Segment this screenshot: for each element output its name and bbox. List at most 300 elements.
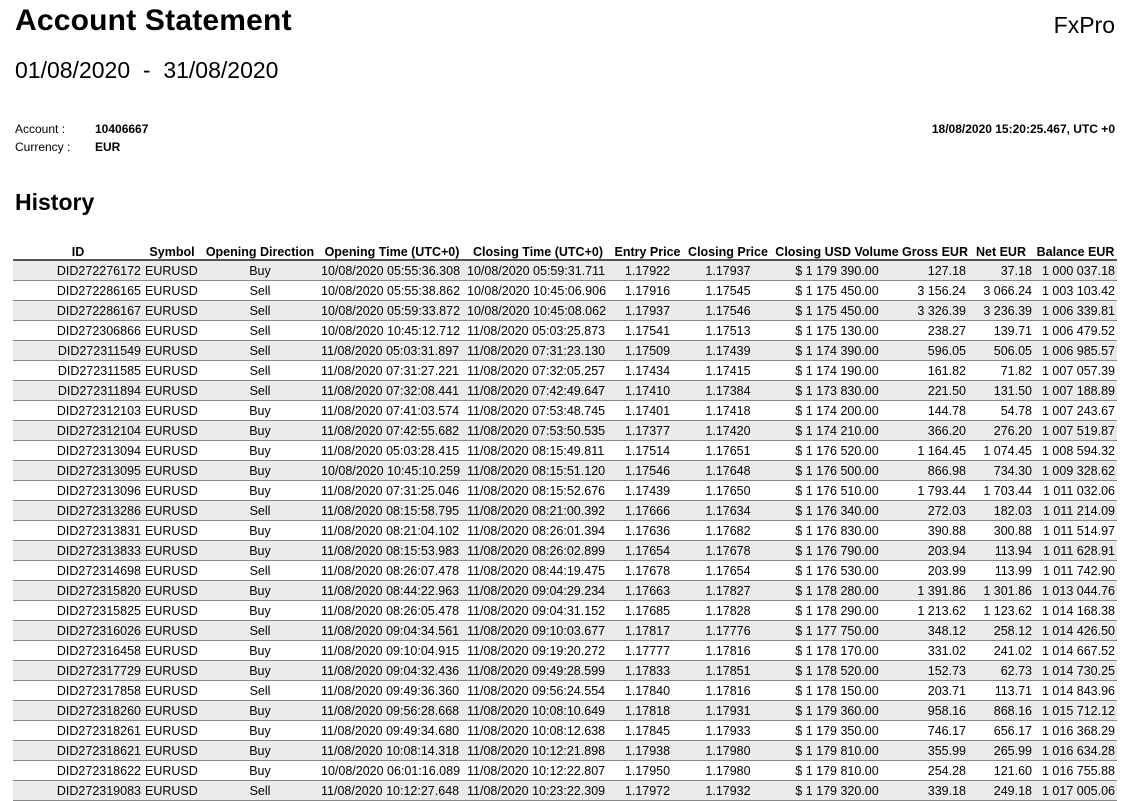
col-gross-eur: Gross EUR	[902, 241, 968, 260]
cell-id: DID272313095	[13, 461, 143, 481]
cell-closing-time: 11/08/2020 09:56:24.554	[465, 681, 611, 701]
cell-closing-price: 1.17648	[684, 461, 772, 481]
cell-opening-time: 11/08/2020 08:26:05.478	[319, 601, 465, 621]
table-row	[13, 641, 1117, 661]
cell-entry-price: 1.17654	[611, 541, 684, 561]
cell-entry-price: 1.17439	[611, 481, 684, 501]
cell-entry-price: 1.17972	[611, 781, 684, 801]
table-row	[13, 601, 1117, 621]
table-row	[13, 501, 1117, 521]
cell-symbol: EURUSD	[143, 601, 201, 621]
cell-net: 121.60	[968, 761, 1034, 781]
cell-symbol: EURUSD	[143, 661, 201, 681]
table-row	[13, 281, 1117, 301]
cell-closing-price: 1.17937	[684, 260, 772, 281]
cell-entry-price: 1.17546	[611, 461, 684, 481]
cell-symbol: EURUSD	[143, 301, 201, 321]
cell-net: 71.82	[968, 361, 1034, 381]
cell-closing-volume: $ 1 178 520.00	[772, 661, 902, 681]
cell-symbol: EURUSD	[143, 461, 201, 481]
cell-closing-volume: $ 1 174 200.00	[772, 401, 902, 421]
cell-direction: Sell	[201, 341, 319, 361]
cell-closing-time: 11/08/2020 08:26:01.394	[465, 521, 611, 541]
cell-gross: 152.73	[902, 661, 968, 681]
cell-direction: Buy	[201, 581, 319, 601]
cell-gross: 355.99	[902, 741, 968, 761]
cell-balance: 1 011 628.91	[1034, 541, 1117, 561]
cell-symbol: EURUSD	[143, 401, 201, 421]
account-label: Account :	[15, 122, 66, 136]
cell-net: 113.99	[968, 561, 1034, 581]
cell-entry-price: 1.17636	[611, 521, 684, 541]
cell-net: 37.18	[968, 260, 1034, 281]
cell-id: DID272286167	[13, 301, 143, 321]
cell-gross: 203.71	[902, 681, 968, 701]
cell-direction: Buy	[201, 401, 319, 421]
cell-symbol: EURUSD	[143, 281, 201, 301]
cell-closing-price: 1.17682	[684, 521, 772, 541]
cell-symbol: EURUSD	[143, 641, 201, 661]
cell-direction: Buy	[201, 521, 319, 541]
cell-id: DID272318622	[13, 761, 143, 781]
cell-entry-price: 1.17663	[611, 581, 684, 601]
cell-direction: Buy	[201, 701, 319, 721]
cell-symbol: EURUSD	[143, 681, 201, 701]
cell-symbol: EURUSD	[143, 501, 201, 521]
cell-balance: 1 015 712.12	[1034, 701, 1117, 721]
table-row	[13, 681, 1117, 701]
cell-closing-volume: $ 1 178 150.00	[772, 681, 902, 701]
cell-closing-price: 1.17678	[684, 541, 772, 561]
cell-symbol: EURUSD	[143, 381, 201, 401]
cell-symbol: EURUSD	[143, 781, 201, 801]
cell-balance: 1 006 985.57	[1034, 341, 1117, 361]
cell-closing-price: 1.17420	[684, 421, 772, 441]
cell-direction: Buy	[201, 761, 319, 781]
cell-balance: 1 006 479.52	[1034, 321, 1117, 341]
cell-id: DID272318261	[13, 721, 143, 741]
cell-gross: 958.16	[902, 701, 968, 721]
cell-entry-price: 1.17678	[611, 561, 684, 581]
currency-value: EUR	[95, 140, 121, 154]
table-row	[13, 461, 1117, 481]
cell-balance: 1 007 243.67	[1034, 401, 1117, 421]
cell-net: 734.30	[968, 461, 1034, 481]
cell-opening-time: 10/08/2020 05:55:36.308	[319, 260, 465, 281]
cell-closing-price: 1.17545	[684, 281, 772, 301]
cell-gross: 746.17	[902, 721, 968, 741]
cell-closing-price: 1.17980	[684, 761, 772, 781]
cell-direction: Buy	[201, 601, 319, 621]
cell-opening-time: 11/08/2020 05:03:31.897	[319, 341, 465, 361]
cell-entry-price: 1.17817	[611, 621, 684, 641]
cell-closing-time: 11/08/2020 09:19:20.272	[465, 641, 611, 661]
table-row	[13, 361, 1117, 381]
table-row	[13, 721, 1117, 741]
cell-net: 276.20	[968, 421, 1034, 441]
cell-symbol: EURUSD	[143, 521, 201, 541]
cell-entry-price: 1.17938	[611, 741, 684, 761]
cell-balance: 1 016 634.28	[1034, 741, 1117, 761]
cell-direction: Buy	[201, 260, 319, 281]
cell-entry-price: 1.17950	[611, 761, 684, 781]
cell-opening-time: 10/08/2020 10:45:12.712	[319, 321, 465, 341]
cell-closing-volume: $ 1 179 390.00	[772, 260, 902, 281]
table-row	[13, 621, 1117, 641]
cell-closing-volume: $ 1 176 510.00	[772, 481, 902, 501]
col-symbol: Symbol	[143, 241, 201, 260]
cell-closing-price: 1.17654	[684, 561, 772, 581]
cell-closing-time: 11/08/2020 05:03:25.873	[465, 321, 611, 341]
table-row	[13, 301, 1117, 321]
cell-id: DID272316458	[13, 641, 143, 661]
cell-entry-price: 1.17410	[611, 381, 684, 401]
cell-opening-time: 10/08/2020 05:55:38.862	[319, 281, 465, 301]
brand-logo-text: FxPro	[1053, 12, 1115, 38]
table-row	[13, 321, 1117, 341]
cell-id: DID272311585	[13, 361, 143, 381]
cell-closing-time: 11/08/2020 10:12:21.898	[465, 741, 611, 761]
cell-closing-time: 11/08/2020 09:49:28.599	[465, 661, 611, 681]
cell-id: DID272313831	[13, 521, 143, 541]
cell-opening-time: 11/08/2020 08:15:58.795	[319, 501, 465, 521]
cell-net: 1 123.62	[968, 601, 1034, 621]
table-row	[13, 701, 1117, 721]
cell-symbol: EURUSD	[143, 581, 201, 601]
cell-net: 113.94	[968, 541, 1034, 561]
cell-closing-price: 1.17980	[684, 741, 772, 761]
currency-label: Currency :	[15, 140, 71, 154]
cell-closing-time: 11/08/2020 10:12:22.807	[465, 761, 611, 781]
cell-opening-time: 11/08/2020 07:31:25.046	[319, 481, 465, 501]
cell-opening-time: 11/08/2020 09:56:28.668	[319, 701, 465, 721]
cell-closing-volume: $ 1 178 280.00	[772, 581, 902, 601]
cell-opening-time: 11/08/2020 10:12:27.648	[319, 781, 465, 801]
cell-entry-price: 1.17840	[611, 681, 684, 701]
cell-closing-time: 11/08/2020 10:08:10.649	[465, 701, 611, 721]
account-row	[15, 120, 148, 138]
cell-closing-price: 1.17415	[684, 361, 772, 381]
cell-gross: 1 164.45	[902, 441, 968, 461]
table-row	[13, 341, 1117, 361]
cell-closing-volume: $ 1 179 360.00	[772, 701, 902, 721]
cell-gross: 221.50	[902, 381, 968, 401]
cell-closing-volume: $ 1 176 340.00	[772, 501, 902, 521]
cell-gross: 1 391.86	[902, 581, 968, 601]
cell-closing-volume: $ 1 179 350.00	[772, 721, 902, 741]
cell-id: DID272312103	[13, 401, 143, 421]
cell-direction: Buy	[201, 541, 319, 561]
cell-gross: 254.28	[902, 761, 968, 781]
cell-symbol: EURUSD	[143, 441, 201, 461]
cell-net: 506.05	[968, 341, 1034, 361]
cell-closing-time: 10/08/2020 05:59:31.711	[465, 260, 611, 281]
table-row	[13, 521, 1117, 541]
cell-net: 131.50	[968, 381, 1034, 401]
cell-symbol: EURUSD	[143, 701, 201, 721]
col-opening-direction: Opening Direction	[201, 241, 319, 260]
cell-symbol: EURUSD	[143, 741, 201, 761]
cell-closing-time: 10/08/2020 10:45:08.062	[465, 301, 611, 321]
cell-entry-price: 1.17541	[611, 321, 684, 341]
cell-id: DID272318260	[13, 701, 143, 721]
table-row	[13, 381, 1117, 401]
cell-closing-price: 1.17634	[684, 501, 772, 521]
cell-net: 3 066.24	[968, 281, 1034, 301]
cell-closing-price: 1.17828	[684, 601, 772, 621]
cell-closing-price: 1.17827	[684, 581, 772, 601]
cell-gross: 366.20	[902, 421, 968, 441]
cell-opening-time: 11/08/2020 05:03:28.415	[319, 441, 465, 461]
cell-opening-time: 10/08/2020 10:45:10.259	[319, 461, 465, 481]
col-closing-usd-volume: Closing USD Volume	[772, 241, 902, 260]
cell-entry-price: 1.17922	[611, 260, 684, 281]
cell-gross: 203.99	[902, 561, 968, 581]
generated-timestamp: 18/08/2020 15:20:25.467, UTC +0	[931, 122, 1115, 136]
cell-closing-volume: $ 1 177 750.00	[772, 621, 902, 641]
cell-closing-time: 11/08/2020 08:15:51.120	[465, 461, 611, 481]
cell-id: DID272318621	[13, 741, 143, 761]
cell-gross: 866.98	[902, 461, 968, 481]
cell-closing-time: 11/08/2020 10:08:12.638	[465, 721, 611, 741]
cell-closing-price: 1.17651	[684, 441, 772, 461]
cell-closing-price: 1.17933	[684, 721, 772, 741]
cell-entry-price: 1.17818	[611, 701, 684, 721]
col-opening-time: Opening Time (UTC+0)	[319, 241, 465, 260]
cell-symbol: EURUSD	[143, 341, 201, 361]
table-row	[13, 581, 1117, 601]
cell-closing-price: 1.17931	[684, 701, 772, 721]
cell-symbol: EURUSD	[143, 321, 201, 341]
cell-closing-price: 1.17439	[684, 341, 772, 361]
cell-symbol: EURUSD	[143, 260, 201, 281]
cell-gross: 1 793.44	[902, 481, 968, 501]
history-table	[13, 241, 1117, 801]
cell-symbol: EURUSD	[143, 761, 201, 781]
table-row	[13, 260, 1117, 281]
table-row	[13, 541, 1117, 561]
cell-direction: Buy	[201, 641, 319, 661]
cell-id: DID272313094	[13, 441, 143, 461]
cell-net: 3 236.39	[968, 301, 1034, 321]
table-row	[13, 661, 1117, 681]
cell-closing-volume: $ 1 179 810.00	[772, 741, 902, 761]
cell-gross: 390.88	[902, 521, 968, 541]
cell-direction: Sell	[201, 501, 319, 521]
cell-closing-time: 11/08/2020 07:42:49.647	[465, 381, 611, 401]
cell-balance: 1 007 057.39	[1034, 361, 1117, 381]
cell-closing-volume: $ 1 175 450.00	[772, 301, 902, 321]
account-value: 10406667	[95, 122, 149, 136]
cell-closing-price: 1.17816	[684, 681, 772, 701]
cell-entry-price: 1.17377	[611, 421, 684, 441]
cell-gross: 3 156.24	[902, 281, 968, 301]
cell-net: 241.02	[968, 641, 1034, 661]
cell-balance: 1 014 843.96	[1034, 681, 1117, 701]
cell-id: DID272311894	[13, 381, 143, 401]
cell-id: DID272315825	[13, 601, 143, 621]
cell-gross: 144.78	[902, 401, 968, 421]
cell-direction: Sell	[201, 381, 319, 401]
cell-gross: 238.27	[902, 321, 968, 341]
cell-closing-time: 11/08/2020 09:04:29.234	[465, 581, 611, 601]
cell-opening-time: 11/08/2020 09:49:36.360	[319, 681, 465, 701]
cell-net: 1 074.45	[968, 441, 1034, 461]
cell-closing-volume: $ 1 176 530.00	[772, 561, 902, 581]
cell-id: DID272317729	[13, 661, 143, 681]
cell-closing-price: 1.17776	[684, 621, 772, 641]
cell-net: 300.88	[968, 521, 1034, 541]
cell-id: DID272311549	[13, 341, 143, 361]
cell-direction: Sell	[201, 681, 319, 701]
cell-id: DID272313833	[13, 541, 143, 561]
cell-entry-price: 1.17434	[611, 361, 684, 381]
cell-closing-price: 1.17418	[684, 401, 772, 421]
cell-closing-volume: $ 1 176 500.00	[772, 461, 902, 481]
cell-id: DID272314698	[13, 561, 143, 581]
cell-closing-volume: $ 1 178 170.00	[772, 641, 902, 661]
table-row	[13, 741, 1117, 761]
cell-balance: 1 009 328.62	[1034, 461, 1117, 481]
cell-gross: 272.03	[902, 501, 968, 521]
cell-entry-price: 1.17916	[611, 281, 684, 301]
cell-direction: Sell	[201, 361, 319, 381]
cell-direction: Sell	[201, 281, 319, 301]
cell-closing-volume: $ 1 176 520.00	[772, 441, 902, 461]
cell-opening-time: 11/08/2020 09:04:34.561	[319, 621, 465, 641]
cell-entry-price: 1.17685	[611, 601, 684, 621]
cell-gross: 596.05	[902, 341, 968, 361]
cell-closing-time: 11/08/2020 08:26:02.899	[465, 541, 611, 561]
cell-balance: 1 008 594.32	[1034, 441, 1117, 461]
cell-closing-price: 1.17546	[684, 301, 772, 321]
cell-symbol: EURUSD	[143, 541, 201, 561]
cell-symbol: EURUSD	[143, 421, 201, 441]
cell-net: 868.16	[968, 701, 1034, 721]
cell-id: DID272313286	[13, 501, 143, 521]
cell-closing-time: 10/08/2020 10:45:06.906	[465, 281, 611, 301]
cell-balance: 1 011 032.06	[1034, 481, 1117, 501]
table-row	[13, 781, 1117, 801]
cell-opening-time: 11/08/2020 09:04:32.436	[319, 661, 465, 681]
cell-closing-time: 11/08/2020 08:44:19.475	[465, 561, 611, 581]
cell-closing-time: 11/08/2020 07:53:48.745	[465, 401, 611, 421]
cell-closing-time: 11/08/2020 07:32:05.257	[465, 361, 611, 381]
cell-closing-volume: $ 1 174 390.00	[772, 341, 902, 361]
cell-entry-price: 1.17833	[611, 661, 684, 681]
cell-gross: 339.18	[902, 781, 968, 801]
cell-direction: Sell	[201, 621, 319, 641]
cell-opening-time: 11/08/2020 09:49:34.680	[319, 721, 465, 741]
cell-balance: 1 016 368.29	[1034, 721, 1117, 741]
cell-opening-time: 11/08/2020 07:41:03.574	[319, 401, 465, 421]
table-row	[13, 441, 1117, 461]
cell-entry-price: 1.17509	[611, 341, 684, 361]
cell-entry-price: 1.17937	[611, 301, 684, 321]
cell-net: 182.03	[968, 501, 1034, 521]
cell-id: DID272315820	[13, 581, 143, 601]
cell-closing-volume: $ 1 179 810.00	[772, 761, 902, 781]
cell-closing-time: 11/08/2020 09:10:03.677	[465, 621, 611, 641]
cell-gross: 348.12	[902, 621, 968, 641]
cell-direction: Buy	[201, 481, 319, 501]
history-body	[13, 260, 1117, 801]
cell-net: 62.73	[968, 661, 1034, 681]
cell-opening-time: 11/08/2020 07:32:08.441	[319, 381, 465, 401]
cell-balance: 1 011 514.97	[1034, 521, 1117, 541]
cell-closing-volume: $ 1 174 210.00	[772, 421, 902, 441]
table-row	[13, 761, 1117, 781]
col-closing-price: Closing Price	[684, 241, 772, 260]
statement-period: 01/08/2020 - 31/08/2020	[15, 57, 279, 83]
cell-balance: 1 003 103.42	[1034, 281, 1117, 301]
cell-opening-time: 11/08/2020 07:31:27.221	[319, 361, 465, 381]
cell-balance: 1 007 519.87	[1034, 421, 1117, 441]
cell-balance: 1 013 044.76	[1034, 581, 1117, 601]
col-net-eur: Net EUR	[968, 241, 1034, 260]
cell-direction: Buy	[201, 461, 319, 481]
table-row	[13, 421, 1117, 441]
col-closing-time: Closing Time (UTC+0)	[465, 241, 611, 260]
cell-id: DID272313096	[13, 481, 143, 501]
history-heading: History	[15, 189, 95, 215]
cell-net: 265.99	[968, 741, 1034, 761]
cell-balance: 1 016 755.88	[1034, 761, 1117, 781]
table-row	[13, 401, 1117, 421]
cell-gross: 161.82	[902, 361, 968, 381]
cell-direction: Buy	[201, 661, 319, 681]
cell-symbol: EURUSD	[143, 621, 201, 641]
cell-closing-volume: $ 1 175 450.00	[772, 281, 902, 301]
cell-closing-price: 1.17513	[684, 321, 772, 341]
cell-opening-time: 11/08/2020 10:08:14.318	[319, 741, 465, 761]
cell-gross: 127.18	[902, 260, 968, 281]
cell-closing-volume: $ 1 174 190.00	[772, 361, 902, 381]
cell-direction: Sell	[201, 301, 319, 321]
cell-net: 656.17	[968, 721, 1034, 741]
cell-opening-time: 10/08/2020 06:01:16.089	[319, 761, 465, 781]
col-balance-eur: Balance EUR	[1034, 241, 1117, 260]
cell-balance: 1 014 667.52	[1034, 641, 1117, 661]
cell-closing-time: 11/08/2020 07:53:50.535	[465, 421, 611, 441]
cell-net: 1 301.86	[968, 581, 1034, 601]
cell-closing-price: 1.17932	[684, 781, 772, 801]
cell-direction: Sell	[201, 321, 319, 341]
cell-opening-time: 11/08/2020 08:21:04.102	[319, 521, 465, 541]
cell-closing-volume: $ 1 173 830.00	[772, 381, 902, 401]
cell-direction: Buy	[201, 441, 319, 461]
cell-closing-price: 1.17851	[684, 661, 772, 681]
cell-closing-volume: $ 1 179 320.00	[772, 781, 902, 801]
cell-entry-price: 1.17514	[611, 441, 684, 461]
cell-net: 54.78	[968, 401, 1034, 421]
cell-direction: Buy	[201, 741, 319, 761]
cell-direction: Sell	[201, 561, 319, 581]
cell-net: 249.18	[968, 781, 1034, 801]
currency-row	[15, 138, 148, 156]
cell-closing-time: 11/08/2020 08:15:52.676	[465, 481, 611, 501]
cell-opening-time: 11/08/2020 08:26:07.478	[319, 561, 465, 581]
cell-opening-time: 11/08/2020 07:42:55.682	[319, 421, 465, 441]
cell-balance: 1 014 730.25	[1034, 661, 1117, 681]
col-entry-price: Entry Price	[611, 241, 684, 260]
cell-symbol: EURUSD	[143, 561, 201, 581]
cell-symbol: EURUSD	[143, 721, 201, 741]
cell-id: DID272319083	[13, 781, 143, 801]
cell-balance: 1 014 168.38	[1034, 601, 1117, 621]
col-id: ID	[13, 241, 143, 260]
cell-opening-time: 11/08/2020 08:44:22.963	[319, 581, 465, 601]
